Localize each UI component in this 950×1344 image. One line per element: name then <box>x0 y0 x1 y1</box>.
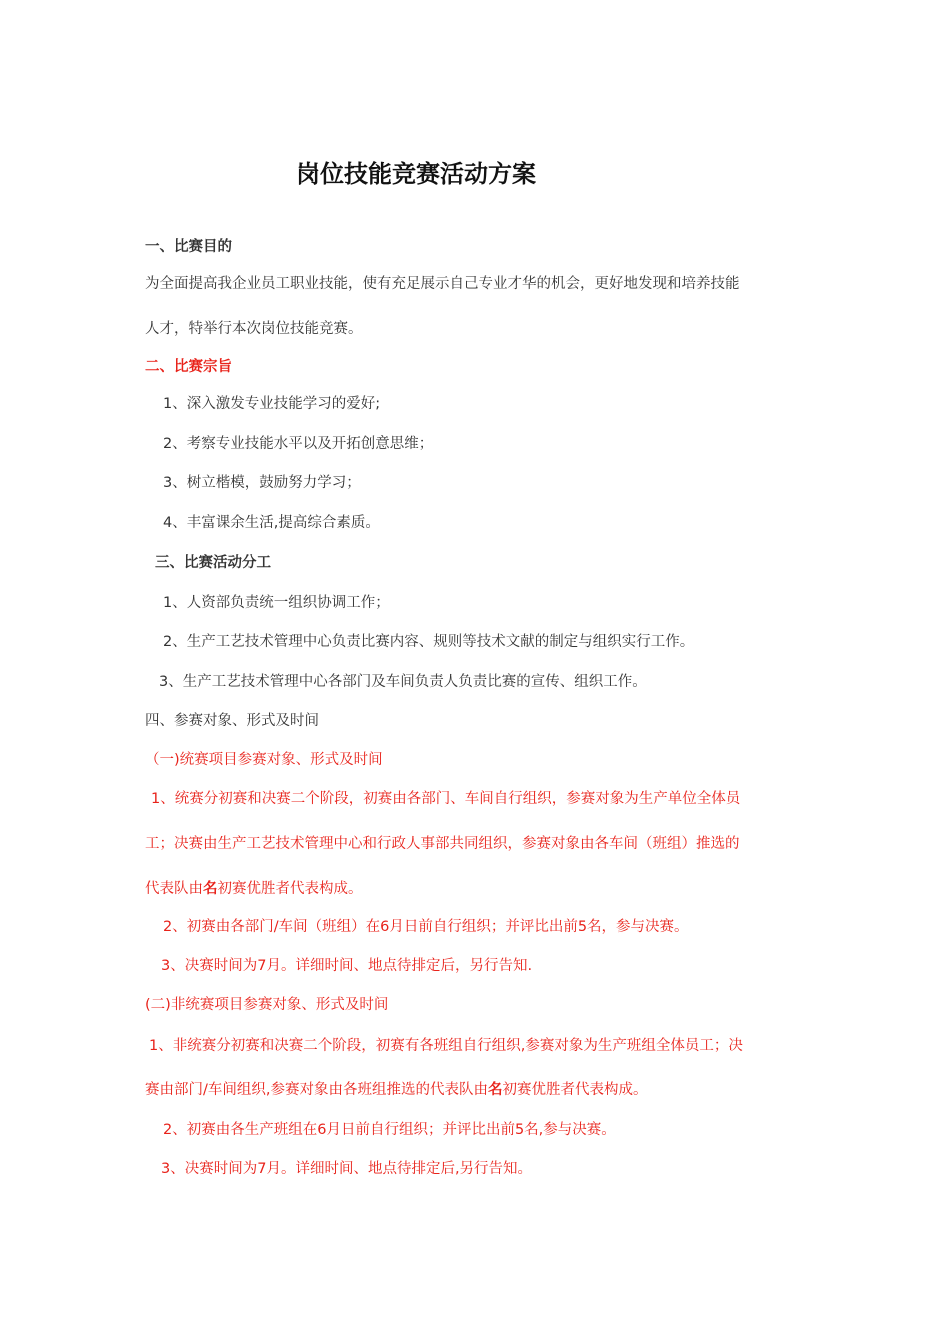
subsection-2-item-2: 2、初赛由各生产班组在6月日前自行组织；并评比出前5名,参与决赛。 <box>163 1122 616 1138</box>
subsection-1-item-2: 2、初赛由各部门/车间（班组）在6月日前自行组织；并评比出前5名，参与决赛。 <box>163 919 689 935</box>
section-2-item-3: 3、树立楷模，鼓励努力学习； <box>163 475 361 491</box>
subsection-1-heading: （一)统赛项目参赛对象、形式及时间 <box>145 752 383 768</box>
section-3-item-1: 1、人资部负责统一组织协调工作； <box>163 595 390 611</box>
section-2-item-1: 1、深入激发专业技能学习的爱好; <box>163 396 381 412</box>
subsection-2-item-1-line-2-pre: 赛由部门/车间组织,参赛对象由各班组推选的代表队由 <box>145 1082 488 1098</box>
section-2-item-2: 2、考察专业技能水平以及开拓创意思维； <box>163 436 434 452</box>
subsection-2-item-1-line-2-post: 初赛优胜者代表构成。 <box>502 1082 648 1098</box>
subsection-1-item-1-line-3-pre: 代表队由 <box>145 881 203 897</box>
subsection-1-item-1-line-3 <box>145 879 363 899</box>
document-title: 岗位技能竞赛活动方案 <box>296 160 536 188</box>
section-3-item-3: 3、生产工艺技术管理中心各部门及车间负责人负责比赛的宣传、组织工作。 <box>159 674 647 690</box>
subsection-2-item-1-line-2 <box>145 1080 648 1100</box>
section-3-heading: 三、比赛活动分工 <box>155 555 271 571</box>
subsection-1-item-3: 3、决赛时间为7月。详细时间、地点待排定后，另行告知. <box>161 958 533 974</box>
subsection-2-heading: (二)非统赛项目参赛对象、形式及时间 <box>145 997 389 1013</box>
subsection-2-item-3: 3、决赛时间为7月。详细时间、地点待排定后,另行告知。 <box>161 1161 533 1177</box>
section-1-paragraph-line-1: 为全面提高我企业员工职业技能，使有充足展示自己专业才华的机会，更好地发现和培养技能 <box>145 276 740 292</box>
subsection-1-item-1-line-3-post: 初赛优胜者代表构成。 <box>217 881 363 897</box>
subsection-1-item-1-line-2: 工；决赛由生产工艺技术管理中心和行政人事部共同组织，参赛对象由各车间（班组）推选的 <box>145 836 740 852</box>
section-2-heading: 二、比赛宗旨 <box>145 359 232 375</box>
subsection-2-item-1-line-2-bold: 名 <box>488 1082 503 1098</box>
subsection-1-item-1-line-3-bold: 名 <box>203 881 218 897</box>
section-4-heading: 四、参赛对象、形式及时间 <box>145 713 319 729</box>
subsection-1-item-1-line-1: 1、统赛分初赛和决赛二个阶段，初赛由各部门、车间自行组织，参赛对象为生产单位全体员 <box>151 791 741 807</box>
subsection-2-item-1-line-1: 1、非统赛分初赛和决赛二个阶段，初赛有各班组自行组织,参赛对象为生产班组全体员工；决 <box>149 1038 743 1054</box>
section-3-item-2: 2、生产工艺技术管理中心负责比赛内容、规则等技术文献的制定与组织实行工作。 <box>163 634 695 650</box>
section-2-item-4: 4、丰富课余生活,提高综合素质。 <box>163 515 380 531</box>
section-1-heading: 一、比赛目的 <box>145 239 232 255</box>
section-1-paragraph-line-2: 人才，特举行本次岗位技能竞赛。 <box>145 321 363 337</box>
